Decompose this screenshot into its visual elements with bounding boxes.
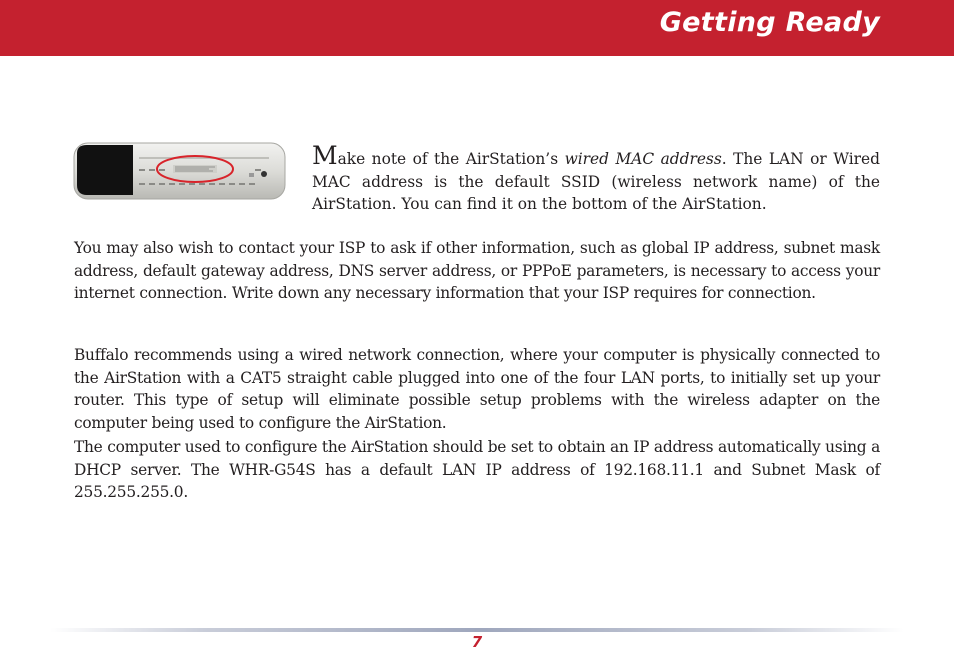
footer-divider xyxy=(50,628,904,632)
router-bottom-photo xyxy=(73,139,286,201)
intro-rest: . The LAN or Wired MAC address is the default SSID (wireless network name) of the AirStation. You can find it on the bottom of the AirStation. xyxy=(312,150,880,213)
intro-emphasis: wired MAC address xyxy=(564,150,722,168)
intro-paragraph xyxy=(312,141,880,216)
page-number: 7 xyxy=(471,633,483,651)
drop-cap: M xyxy=(312,141,338,170)
paragraph-dhcp: The computer used to configure the AirStation should be set to obtain an IP address automatically using a DHCP server. The WHR-G54S has a default LAN IP address of 192.168.11.1 and Subnet Mask of 255.255.255.0. xyxy=(74,438,880,501)
paragraph-isp-info: You may also wish to contact your ISP to ask if other information, such as global IP address, subnet mask address, default gateway address, DNS server address, or PPPoE parameters, is necessary to access your internet connection. Write down any necessary information that your ISP requires for connection. xyxy=(74,239,880,302)
page-title: Getting Ready xyxy=(659,7,880,38)
paragraph-wired-setup: Buffalo recommends using a wired network connection, where your computer is physically connected to the AirStation with a CAT5 straight cable plugged into one of the four LAN ports, to initially set up your router. This type of setup will eliminate possible setup problems with the wireless adapter on the computer being used to configure the AirStation. xyxy=(74,346,880,432)
intro-lead: ake note of the AirStation’s xyxy=(337,150,565,168)
